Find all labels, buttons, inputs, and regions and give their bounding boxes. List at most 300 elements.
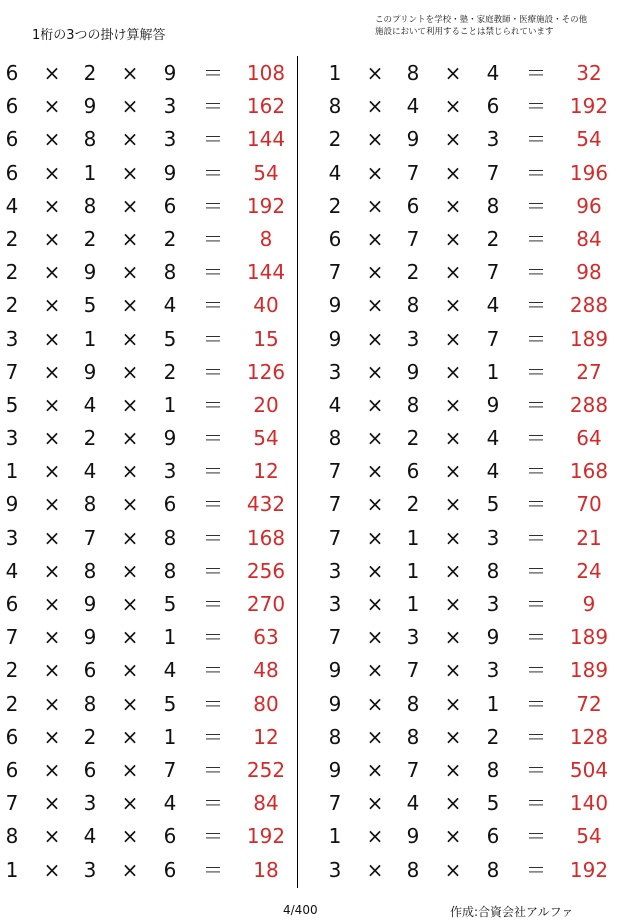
equals-sign: ＝ [203,757,223,782]
answer: 432 [246,492,286,517]
times-sign: × [366,525,384,550]
times-sign: × [444,426,462,451]
operand-b: 8 [83,558,97,583]
times-sign: × [43,260,61,285]
operand-a: 3 [328,359,342,384]
times-sign: × [444,459,462,484]
times-sign: × [444,658,462,683]
operand-a: 7 [328,260,342,285]
answer: 192 [246,193,286,218]
times-sign: × [366,193,384,218]
times-sign: × [444,127,462,152]
answer: 20 [253,392,279,417]
times-sign: × [43,459,61,484]
operand-b: 8 [83,691,97,716]
equals-sign: ＝ [526,226,546,251]
equals-sign: ＝ [526,293,546,318]
answer: 108 [246,61,286,85]
equals-sign: ＝ [526,658,546,683]
times-sign: × [366,625,384,650]
operand-a: 2 [5,260,19,285]
times-sign: × [444,293,462,318]
operand-a: 6 [5,61,19,85]
equals-sign: ＝ [203,260,223,285]
times-sign: × [43,857,61,882]
answer: 32 [576,61,602,85]
times-sign: × [121,558,139,583]
operand-c: 1 [163,625,177,650]
operand-b: 8 [83,492,97,517]
operand-a: 5 [5,392,19,417]
answer: 84 [253,791,279,816]
answer: 168 [246,525,286,550]
operand-a: 2 [5,226,19,251]
operand-c: 7 [486,326,500,351]
times-sign: × [366,724,384,749]
times-sign: × [121,857,139,882]
times-sign: × [366,791,384,816]
operand-b: 6 [406,459,420,484]
times-sign: × [444,226,462,251]
times-sign: × [43,625,61,650]
operand-a: 8 [5,824,19,849]
operand-c: 8 [486,857,500,882]
answer: 270 [246,592,286,616]
times-sign: × [43,226,61,251]
answer: 48 [253,658,279,683]
equals-sign: ＝ [526,94,546,119]
column-divider [297,56,298,888]
operand-a: 3 [328,857,342,882]
operand-b: 9 [83,94,97,119]
times-sign: × [366,127,384,152]
times-sign: × [121,691,139,716]
operand-c: 7 [486,260,500,285]
equals-sign: ＝ [526,791,546,816]
operand-b: 1 [83,326,97,351]
answer: 189 [569,625,609,650]
operand-a: 7 [328,625,342,650]
times-sign: × [444,857,462,882]
times-sign: × [121,492,139,517]
times-sign: × [121,625,139,650]
operand-b: 2 [83,61,97,85]
equals-sign: ＝ [526,459,546,484]
times-sign: × [121,260,139,285]
operand-a: 1 [328,824,342,849]
equals-sign: ＝ [526,160,546,185]
operand-b: 5 [83,293,97,318]
operand-a: 6 [5,757,19,782]
operand-a: 8 [328,426,342,451]
answer: 54 [253,160,279,185]
operand-c: 6 [163,492,177,517]
times-sign: × [43,824,61,849]
operand-b: 4 [83,392,97,417]
answer: 126 [246,359,286,384]
times-sign: × [43,94,61,119]
usage-notice: このプリントを学校・塾・家庭教師・医療施設・その他 施設において利用することは禁じられています [375,15,588,37]
times-sign: × [366,326,384,351]
times-sign: × [43,525,61,550]
operand-b: 2 [83,724,97,749]
answer: 189 [569,658,609,683]
answer: 96 [576,193,602,218]
operand-b: 8 [406,293,420,318]
operand-c: 1 [163,392,177,417]
times-sign: × [444,359,462,384]
times-sign: × [366,160,384,185]
answer: 80 [253,691,279,716]
equals-sign: ＝ [526,691,546,716]
operand-a: 2 [5,658,19,683]
answer: 64 [576,426,602,451]
operand-a: 4 [5,558,19,583]
times-sign: × [43,757,61,782]
equals-sign: ＝ [203,857,223,882]
times-sign: × [121,193,139,218]
answer: 54 [253,426,279,451]
equals-sign: ＝ [203,658,223,683]
operand-b: 4 [406,791,420,816]
times-sign: × [444,525,462,550]
operand-c: 3 [486,592,500,616]
times-sign: × [366,392,384,417]
answer: 192 [569,857,609,882]
operand-a: 8 [328,94,342,119]
times-sign: × [121,459,139,484]
operand-c: 8 [163,558,177,583]
times-sign: × [43,791,61,816]
operand-b: 6 [83,658,97,683]
page-number: 4/400 [283,903,318,917]
answer: 70 [576,492,602,517]
operand-c: 3 [163,127,177,152]
operand-b: 7 [406,160,420,185]
answer: 192 [569,94,609,119]
operand-a: 6 [5,592,19,616]
equals-sign: ＝ [526,525,546,550]
operand-c: 5 [163,691,177,716]
times-sign: × [444,824,462,849]
operand-a: 4 [328,160,342,185]
operand-c: 4 [486,61,500,85]
operand-a: 7 [328,492,342,517]
times-sign: × [43,592,61,616]
times-sign: × [121,824,139,849]
times-sign: × [121,127,139,152]
answer: 196 [569,160,609,185]
operand-c: 8 [163,260,177,285]
answer: 192 [246,824,286,849]
times-sign: × [121,160,139,185]
times-sign: × [366,459,384,484]
answer: 21 [576,525,602,550]
times-sign: × [121,724,139,749]
operand-b: 9 [83,359,97,384]
operand-b: 3 [83,791,97,816]
operand-c: 3 [163,459,177,484]
times-sign: × [444,260,462,285]
times-sign: × [366,226,384,251]
equals-sign: ＝ [526,757,546,782]
times-sign: × [444,592,462,616]
operand-b: 1 [406,558,420,583]
times-sign: × [121,791,139,816]
times-sign: × [444,625,462,650]
equals-sign: ＝ [203,94,223,119]
answer: 144 [246,127,286,152]
times-sign: × [444,757,462,782]
operand-b: 7 [406,658,420,683]
operand-c: 9 [163,426,177,451]
operand-c: 9 [163,61,177,85]
answer: 84 [576,226,602,251]
operand-a: 3 [5,426,19,451]
operand-b: 9 [406,359,420,384]
equals-sign: ＝ [203,724,223,749]
times-sign: × [121,757,139,782]
operand-b: 2 [83,226,97,251]
operand-a: 3 [328,558,342,583]
times-sign: × [121,326,139,351]
equals-sign: ＝ [203,359,223,384]
operand-c: 6 [486,824,500,849]
operand-a: 2 [5,293,19,318]
operand-a: 6 [328,226,342,251]
operand-a: 1 [5,857,19,882]
times-sign: × [43,326,61,351]
operand-c: 2 [163,359,177,384]
operand-c: 8 [486,757,500,782]
operand-b: 3 [406,625,420,650]
times-sign: × [43,160,61,185]
answer: 54 [576,824,602,849]
operand-a: 3 [5,326,19,351]
equals-sign: ＝ [203,293,223,318]
times-sign: × [366,558,384,583]
times-sign: × [43,193,61,218]
operand-b: 8 [406,724,420,749]
author-credit: 作成:合資会社アルファ [450,905,574,919]
operand-a: 2 [5,691,19,716]
times-sign: × [366,658,384,683]
operand-a: 7 [5,791,19,816]
operand-c: 6 [163,857,177,882]
equals-sign: ＝ [526,592,546,616]
times-sign: × [121,226,139,251]
times-sign: × [43,127,61,152]
equals-sign: ＝ [526,558,546,583]
answer: 504 [569,757,609,782]
operand-b: 2 [406,492,420,517]
operand-a: 3 [5,525,19,550]
times-sign: × [444,791,462,816]
operand-c: 6 [486,94,500,119]
operand-c: 1 [486,691,500,716]
times-sign: × [43,392,61,417]
equals-sign: ＝ [203,459,223,484]
operand-c: 9 [486,392,500,417]
answer: 12 [253,459,279,484]
operand-c: 8 [163,525,177,550]
times-sign: × [121,392,139,417]
times-sign: × [366,492,384,517]
answer: 54 [576,127,602,152]
answer: 72 [576,691,602,716]
times-sign: × [444,160,462,185]
operand-a: 9 [328,691,342,716]
operand-c: 3 [486,127,500,152]
operand-b: 6 [406,193,420,218]
operand-b: 8 [406,857,420,882]
operand-a: 9 [5,492,19,517]
operand-a: 4 [328,392,342,417]
equals-sign: ＝ [526,260,546,285]
operand-c: 1 [486,359,500,384]
equals-sign: ＝ [203,127,223,152]
equals-sign: ＝ [203,525,223,550]
answer: 12 [253,724,279,749]
times-sign: × [444,193,462,218]
equals-sign: ＝ [526,359,546,384]
operand-c: 9 [486,625,500,650]
equals-sign: ＝ [203,592,223,616]
times-sign: × [43,293,61,318]
times-sign: × [366,757,384,782]
operand-c: 7 [486,160,500,185]
operand-c: 1 [163,724,177,749]
operand-a: 6 [5,127,19,152]
times-sign: × [43,558,61,583]
times-sign: × [121,61,139,85]
operand-a: 3 [328,592,342,616]
times-sign: × [366,61,384,85]
times-sign: × [366,94,384,119]
equals-sign: ＝ [526,392,546,417]
times-sign: × [366,426,384,451]
operand-c: 5 [486,791,500,816]
operand-c: 8 [486,193,500,218]
operand-b: 8 [83,193,97,218]
times-sign: × [366,824,384,849]
operand-b: 4 [83,459,97,484]
operand-a: 2 [328,127,342,152]
times-sign: × [121,94,139,119]
operand-c: 9 [163,160,177,185]
operand-b: 3 [83,857,97,882]
equals-sign: ＝ [526,857,546,882]
equals-sign: ＝ [526,426,546,451]
operand-c: 3 [486,658,500,683]
operand-b: 7 [406,226,420,251]
equals-sign: ＝ [203,791,223,816]
operand-b: 8 [406,691,420,716]
answer: 168 [569,459,609,484]
times-sign: × [366,293,384,318]
times-sign: × [444,392,462,417]
operand-b: 7 [83,525,97,550]
operand-b: 4 [406,94,420,119]
operand-a: 7 [328,459,342,484]
operand-c: 6 [163,193,177,218]
times-sign: × [121,293,139,318]
equals-sign: ＝ [526,193,546,218]
operand-a: 9 [328,658,342,683]
operand-a: 9 [328,326,342,351]
operand-c: 8 [486,558,500,583]
equals-sign: ＝ [526,61,546,85]
operand-c: 4 [163,293,177,318]
operand-a: 6 [5,94,19,119]
answer: 24 [576,558,602,583]
operand-b: 9 [406,127,420,152]
operand-c: 4 [163,658,177,683]
operand-a: 7 [328,791,342,816]
equals-sign: ＝ [526,326,546,351]
operand-b: 9 [83,592,97,616]
operand-a: 9 [328,757,342,782]
times-sign: × [444,326,462,351]
answer: 40 [253,293,279,318]
operand-a: 7 [328,525,342,550]
answer: 9 [582,592,596,616]
times-sign: × [121,359,139,384]
times-sign: × [444,558,462,583]
operand-b: 8 [83,127,97,152]
operand-b: 9 [83,625,97,650]
equals-sign: ＝ [203,824,223,849]
times-sign: × [43,691,61,716]
times-sign: × [43,61,61,85]
answer: 189 [569,326,609,351]
equals-sign: ＝ [526,492,546,517]
operand-c: 2 [486,724,500,749]
answer: 162 [246,94,286,119]
operand-a: 2 [328,193,342,218]
answer: 18 [253,857,279,882]
times-sign: × [444,492,462,517]
answer: 144 [246,260,286,285]
operand-b: 2 [406,260,420,285]
answer: 256 [246,558,286,583]
operand-c: 5 [163,592,177,616]
operand-b: 4 [83,824,97,849]
equals-sign: ＝ [203,558,223,583]
equals-sign: ＝ [203,226,223,251]
answer: 140 [569,791,609,816]
answer: 288 [569,293,609,318]
operand-a: 8 [328,724,342,749]
equals-sign: ＝ [203,326,223,351]
equals-sign: ＝ [526,824,546,849]
operand-c: 4 [163,791,177,816]
equals-sign: ＝ [203,61,223,85]
times-sign: × [444,724,462,749]
operand-c: 2 [486,226,500,251]
equals-sign: ＝ [203,492,223,517]
operand-a: 9 [328,293,342,318]
times-sign: × [366,691,384,716]
equals-sign: ＝ [203,392,223,417]
operand-c: 5 [163,326,177,351]
operand-a: 7 [5,359,19,384]
operand-b: 8 [406,61,420,85]
operand-b: 9 [406,824,420,849]
operand-c: 7 [163,757,177,782]
operand-b: 8 [406,392,420,417]
answer: 15 [253,326,279,351]
